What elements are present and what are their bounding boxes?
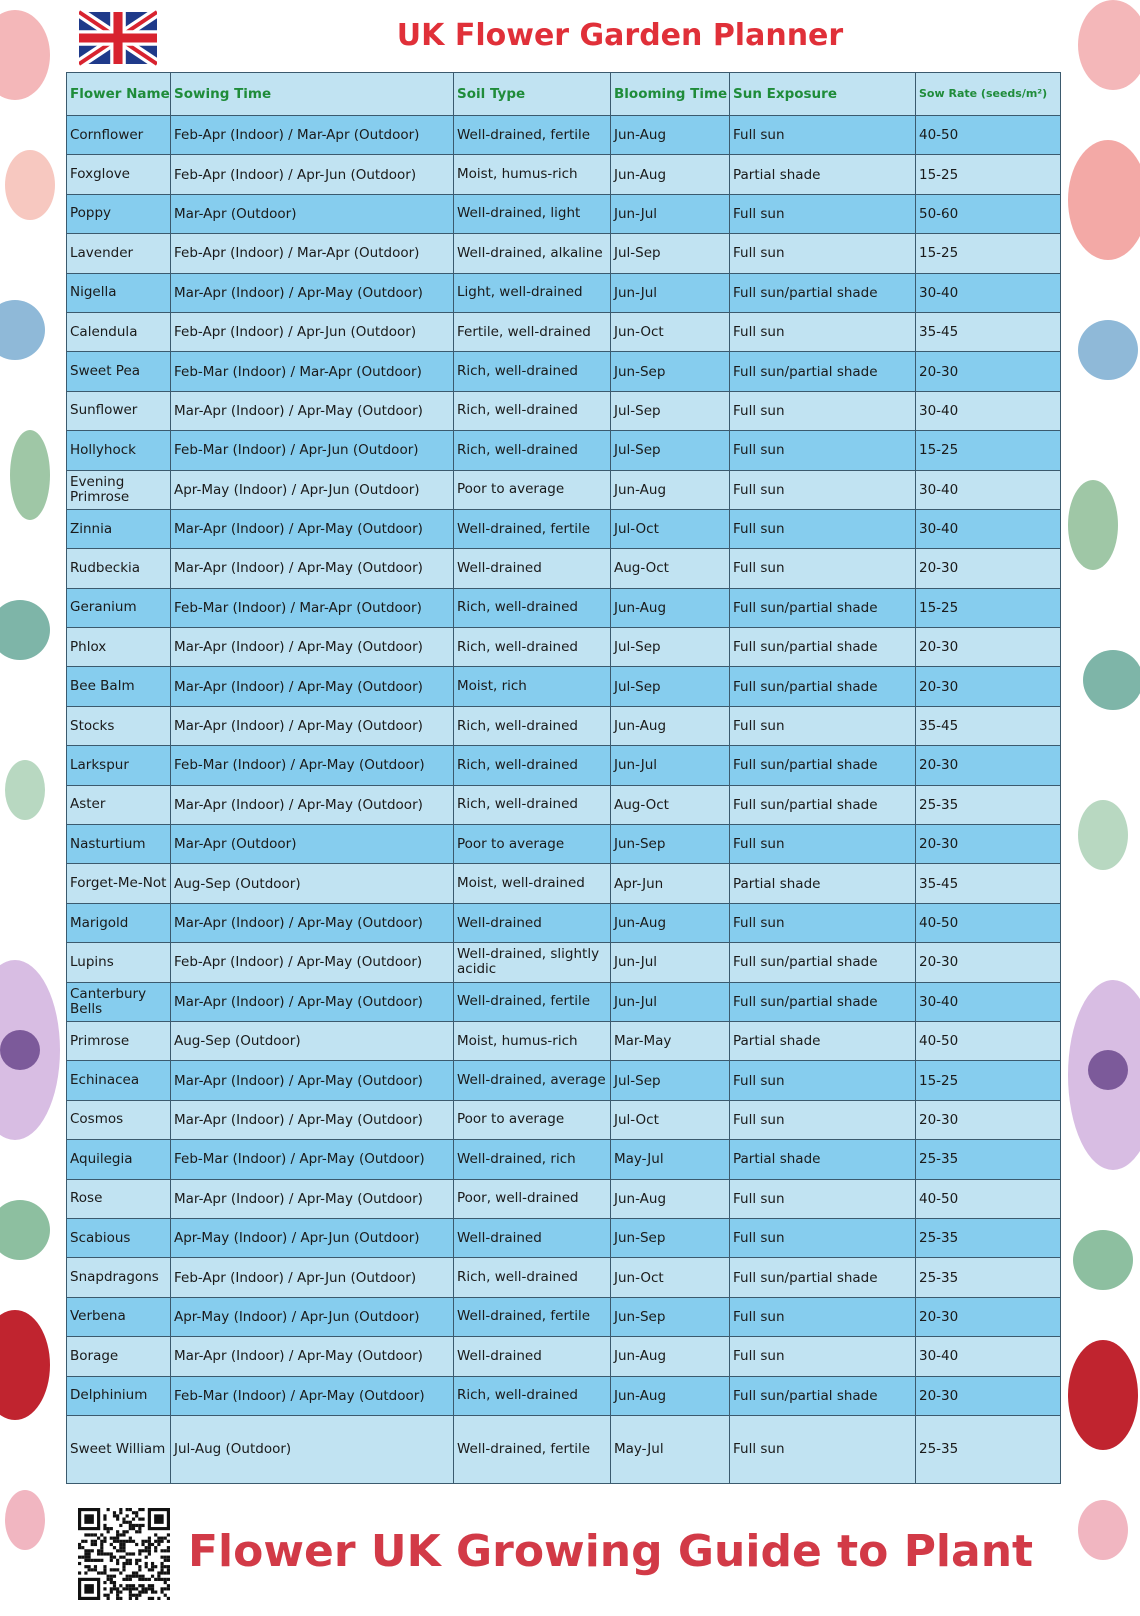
cell-flower-name: Delphinium — [67, 1376, 171, 1415]
cell-blooming-time: Jun-Oct — [611, 1258, 730, 1297]
cell-sowing-time: Feb-Mar (Indoor) / Apr-May (Outdoor) — [171, 746, 454, 785]
cell-sow-rate: 15-25 — [916, 155, 1061, 194]
cell-flower-name: Sweet Pea — [67, 352, 171, 391]
cell-sowing-time: Feb-Apr (Indoor) / Mar-Apr (Outdoor) — [171, 234, 454, 273]
cell-blooming-time: Jul-Sep — [611, 391, 730, 430]
cell-sow-rate: 20-30 — [916, 943, 1061, 982]
table-header-row — [67, 73, 1061, 116]
cell-sowing-time: Feb-Mar (Indoor) / Apr-May (Outdoor) — [171, 1140, 454, 1179]
cell-flower-name: Cosmos — [67, 1100, 171, 1139]
cell-flower-name: Geranium — [67, 588, 171, 627]
cell-flower-name: Borage — [67, 1337, 171, 1376]
cell-sowing-time: Feb-Mar (Indoor) / Apr-Jun (Outdoor) — [171, 431, 454, 470]
table-row — [67, 1297, 1061, 1336]
cell-sun-exposure: Full sun — [730, 391, 916, 430]
cell-sowing-time: Mar-Apr (Indoor) / Apr-May (Outdoor) — [171, 1100, 454, 1139]
cell-flower-name: Aquilegia — [67, 1140, 171, 1179]
cell-sow-rate: 15-25 — [916, 431, 1061, 470]
cell-blooming-time: Jun-Sep — [611, 352, 730, 391]
cell-flower-name: Canterbury Bells — [67, 982, 171, 1021]
table-row — [67, 943, 1061, 982]
table-row — [67, 1179, 1061, 1218]
cell-sow-rate: 30-40 — [916, 1337, 1061, 1376]
header-blooming-time: Blooming Time — [611, 73, 730, 116]
cell-sow-rate: 30-40 — [916, 982, 1061, 1021]
cell-sun-exposure: Full sun — [730, 825, 916, 864]
cell-flower-name: Sunflower — [67, 391, 171, 430]
cell-flower-name: Aster — [67, 785, 171, 824]
cell-soil-type: Well-drained, rich — [454, 1140, 611, 1179]
cell-sowing-time: Mar-Apr (Outdoor) — [171, 194, 454, 233]
cell-flower-name: Foxglove — [67, 155, 171, 194]
cell-soil-type: Poor to average — [454, 825, 611, 864]
cell-sowing-time: Mar-Apr (Outdoor) — [171, 825, 454, 864]
table-row — [67, 273, 1061, 312]
table-row — [67, 1100, 1061, 1139]
cell-sowing-time: Mar-Apr (Indoor) / Apr-May (Outdoor) — [171, 273, 454, 312]
cell-blooming-time: Jun-Jul — [611, 943, 730, 982]
cell-sowing-time: Mar-Apr (Indoor) / Apr-May (Outdoor) — [171, 667, 454, 706]
cell-soil-type: Poor to average — [454, 1100, 611, 1139]
cell-sowing-time: Feb-Apr (Indoor) / Apr-Jun (Outdoor) — [171, 312, 454, 351]
cell-blooming-time: Apr-Jun — [611, 864, 730, 903]
cell-sun-exposure: Full sun/partial shade — [730, 982, 916, 1021]
table-row — [67, 234, 1061, 273]
cell-soil-type: Well-drained, alkaline — [454, 234, 611, 273]
cell-soil-type: Rich, well-drained — [454, 746, 611, 785]
cell-sowing-time: Mar-Apr (Indoor) / Apr-May (Outdoor) — [171, 509, 454, 548]
cell-flower-name: Zinnia — [67, 509, 171, 548]
cell-flower-name: Phlox — [67, 628, 171, 667]
cell-soil-type: Well-drained, light — [454, 194, 611, 233]
table-row — [67, 1140, 1061, 1179]
table-row — [67, 706, 1061, 745]
header-soil-type: Soil Type — [454, 73, 611, 116]
cell-blooming-time: Jul-Sep — [611, 628, 730, 667]
cell-flower-name: Larkspur — [67, 746, 171, 785]
table-row — [67, 1376, 1061, 1415]
cell-blooming-time: Jul-Sep — [611, 1061, 730, 1100]
cell-flower-name: Lupins — [67, 943, 171, 982]
cell-sow-rate: 35-45 — [916, 312, 1061, 351]
cell-sun-exposure: Partial shade — [730, 1021, 916, 1060]
cell-blooming-time: Jun-Aug — [611, 706, 730, 745]
cell-blooming-time: Jul-Oct — [611, 1100, 730, 1139]
cell-blooming-time: Jun-Aug — [611, 155, 730, 194]
cell-sowing-time: Feb-Apr (Indoor) / Apr-May (Outdoor) — [171, 943, 454, 982]
cell-flower-name: Poppy — [67, 194, 171, 233]
cell-soil-type: Well-drained, fertile — [454, 982, 611, 1021]
cell-soil-type: Well-drained — [454, 1218, 611, 1257]
cell-sun-exposure: Partial shade — [730, 864, 916, 903]
table-row — [67, 431, 1061, 470]
cell-soil-type: Rich, well-drained — [454, 431, 611, 470]
cell-sowing-time: Mar-Apr (Indoor) / Apr-May (Outdoor) — [171, 785, 454, 824]
header-sowing-time: Sowing Time — [171, 73, 454, 116]
cell-sun-exposure: Full sun — [730, 1179, 916, 1218]
cell-blooming-time: Jun-Sep — [611, 825, 730, 864]
cell-sow-rate: 30-40 — [916, 509, 1061, 548]
cell-sow-rate: 20-30 — [916, 667, 1061, 706]
cell-soil-type: Light, well-drained — [454, 273, 611, 312]
cell-blooming-time: Jun-Aug — [611, 588, 730, 627]
header-flower-name: Flower Name — [67, 73, 171, 116]
cell-sowing-time: Mar-Apr (Indoor) / Apr-May (Outdoor) — [171, 549, 454, 588]
cell-blooming-time: Jul-Sep — [611, 431, 730, 470]
cell-sun-exposure: Full sun — [730, 1415, 916, 1483]
cell-sowing-time: Apr-May (Indoor) / Apr-Jun (Outdoor) — [171, 1297, 454, 1336]
cell-sow-rate: 20-30 — [916, 746, 1061, 785]
cell-flower-name: Verbena — [67, 1297, 171, 1336]
cell-sun-exposure: Full sun/partial shade — [730, 1376, 916, 1415]
cell-soil-type: Well-drained, slightly acidic — [454, 943, 611, 982]
cell-sow-rate: 50-60 — [916, 194, 1061, 233]
cell-blooming-time: Jun-Oct — [611, 312, 730, 351]
table-row — [67, 1415, 1061, 1483]
table-row — [67, 194, 1061, 233]
cell-sow-rate: 15-25 — [916, 1061, 1061, 1100]
cell-sow-rate: 20-30 — [916, 1376, 1061, 1415]
cell-sow-rate: 35-45 — [916, 864, 1061, 903]
cell-blooming-time: Mar-May — [611, 1021, 730, 1060]
cell-soil-type: Well-drained — [454, 549, 611, 588]
cell-sow-rate: 20-30 — [916, 628, 1061, 667]
table-row — [67, 825, 1061, 864]
table-row — [67, 391, 1061, 430]
cell-sow-rate: 20-30 — [916, 1100, 1061, 1139]
cell-sow-rate: 30-40 — [916, 391, 1061, 430]
cell-sow-rate: 30-40 — [916, 273, 1061, 312]
cell-sun-exposure: Full sun — [730, 431, 916, 470]
cell-blooming-time: Jul-Sep — [611, 667, 730, 706]
cell-sow-rate: 20-30 — [916, 549, 1061, 588]
cell-sow-rate: 30-40 — [916, 470, 1061, 509]
cell-sowing-time: Mar-Apr (Indoor) / Apr-May (Outdoor) — [171, 903, 454, 942]
cell-flower-name: Marigold — [67, 903, 171, 942]
cell-soil-type: Moist, well-drained — [454, 864, 611, 903]
cell-sowing-time: Jul-Aug (Outdoor) — [171, 1415, 454, 1483]
cell-sowing-time: Feb-Apr (Indoor) / Apr-Jun (Outdoor) — [171, 155, 454, 194]
cell-soil-type: Rich, well-drained — [454, 706, 611, 745]
cell-sun-exposure: Full sun — [730, 1061, 916, 1100]
cell-sun-exposure: Full sun — [730, 1218, 916, 1257]
table-row — [67, 785, 1061, 824]
page-title: UK Flower Garden Planner — [396, 18, 844, 53]
table-row — [67, 470, 1061, 509]
cell-soil-type: Well-drained, fertile — [454, 116, 611, 155]
cell-blooming-time: Jun-Jul — [611, 746, 730, 785]
uk-flag-icon — [79, 10, 157, 66]
table-row — [67, 667, 1061, 706]
cell-soil-type: Well-drained, fertile — [454, 1415, 611, 1483]
cell-soil-type: Rich, well-drained — [454, 628, 611, 667]
cell-flower-name: Bee Balm — [67, 667, 171, 706]
cell-flower-name: Hollyhock — [67, 431, 171, 470]
table-row — [67, 982, 1061, 1021]
cell-sun-exposure: Full sun — [730, 509, 916, 548]
cell-sun-exposure: Full sun/partial shade — [730, 667, 916, 706]
cell-sun-exposure: Full sun — [730, 470, 916, 509]
cell-flower-name: Sweet William — [67, 1415, 171, 1483]
cell-blooming-time: Jun-Aug — [611, 470, 730, 509]
cell-sow-rate: 40-50 — [916, 903, 1061, 942]
table-row — [67, 549, 1061, 588]
cell-soil-type: Moist, humus-rich — [454, 155, 611, 194]
cell-blooming-time: Jun-Jul — [611, 194, 730, 233]
table-row — [67, 1258, 1061, 1297]
cell-sowing-time: Mar-Apr (Indoor) / Apr-May (Outdoor) — [171, 982, 454, 1021]
cell-blooming-time: Jun-Aug — [611, 1337, 730, 1376]
cell-blooming-time: Aug-Oct — [611, 785, 730, 824]
cell-sowing-time: Apr-May (Indoor) / Apr-Jun (Outdoor) — [171, 1218, 454, 1257]
table-row — [67, 312, 1061, 351]
table-row — [67, 116, 1061, 155]
table-row — [67, 1337, 1061, 1376]
cell-sun-exposure: Full sun/partial shade — [730, 273, 916, 312]
cell-sow-rate: 40-50 — [916, 1179, 1061, 1218]
cell-sowing-time: Feb-Mar (Indoor) / Mar-Apr (Outdoor) — [171, 352, 454, 391]
cell-soil-type: Moist, humus-rich — [454, 1021, 611, 1060]
cell-flower-name: Rose — [67, 1179, 171, 1218]
cell-sow-rate: 40-50 — [916, 116, 1061, 155]
qr-code-icon — [78, 1508, 170, 1600]
cell-sow-rate: 20-30 — [916, 352, 1061, 391]
cell-blooming-time: Jun-Aug — [611, 1179, 730, 1218]
cell-soil-type: Rich, well-drained — [454, 391, 611, 430]
cell-flower-name: Calendula — [67, 312, 171, 351]
cell-soil-type: Rich, well-drained — [454, 588, 611, 627]
table-row — [67, 588, 1061, 627]
cell-sun-exposure: Full sun/partial shade — [730, 943, 916, 982]
cell-sun-exposure: Full sun/partial shade — [730, 785, 916, 824]
cell-sowing-time: Mar-Apr (Indoor) / Apr-May (Outdoor) — [171, 706, 454, 745]
table-row — [67, 1021, 1061, 1060]
cell-blooming-time: May-Jul — [611, 1415, 730, 1483]
cell-flower-name: Snapdragons — [67, 1258, 171, 1297]
cell-sun-exposure: Full sun — [730, 116, 916, 155]
cell-sow-rate: 25-35 — [916, 785, 1061, 824]
cell-sun-exposure: Full sun/partial shade — [730, 628, 916, 667]
table-row — [67, 864, 1061, 903]
cell-sow-rate: 15-25 — [916, 234, 1061, 273]
cell-sun-exposure: Partial shade — [730, 1140, 916, 1179]
cell-sun-exposure: Full sun/partial shade — [730, 1258, 916, 1297]
cell-sowing-time: Aug-Sep (Outdoor) — [171, 1021, 454, 1060]
cell-blooming-time: Jun-Jul — [611, 982, 730, 1021]
floral-border-left — [0, 0, 60, 1616]
cell-blooming-time: Aug-Oct — [611, 549, 730, 588]
cell-sun-exposure: Full sun — [730, 1337, 916, 1376]
cell-soil-type: Well-drained — [454, 1337, 611, 1376]
cell-sowing-time: Feb-Mar (Indoor) / Mar-Apr (Outdoor) — [171, 588, 454, 627]
header-sow-rate: Sow Rate (seeds/m²) — [916, 73, 1061, 116]
table-row — [67, 1218, 1061, 1257]
cell-sowing-time: Mar-Apr (Indoor) / Apr-May (Outdoor) — [171, 1179, 454, 1218]
cell-sun-exposure: Full sun/partial shade — [730, 588, 916, 627]
cell-flower-name: Rudbeckia — [67, 549, 171, 588]
cell-soil-type: Poor, well-drained — [454, 1179, 611, 1218]
cell-sowing-time: Mar-Apr (Indoor) / Apr-May (Outdoor) — [171, 1061, 454, 1100]
cell-sun-exposure: Full sun — [730, 234, 916, 273]
table-row — [67, 903, 1061, 942]
cell-sow-rate: 25-35 — [916, 1140, 1061, 1179]
cell-sun-exposure: Full sun — [730, 312, 916, 351]
cell-flower-name: Nasturtium — [67, 825, 171, 864]
cell-soil-type: Poor to average — [454, 470, 611, 509]
cell-blooming-time: Jun-Aug — [611, 116, 730, 155]
cell-blooming-time: Jun-Sep — [611, 1218, 730, 1257]
cell-sun-exposure: Full sun — [730, 1297, 916, 1336]
cell-soil-type: Moist, rich — [454, 667, 611, 706]
cell-sun-exposure: Full sun — [730, 706, 916, 745]
table-body — [67, 116, 1061, 1484]
table-row — [67, 509, 1061, 548]
cell-blooming-time: May-Jul — [611, 1140, 730, 1179]
cell-sowing-time: Mar-Apr (Indoor) / Apr-May (Outdoor) — [171, 1337, 454, 1376]
cell-sun-exposure: Full sun — [730, 1100, 916, 1139]
cell-soil-type: Well-drained, fertile — [454, 1297, 611, 1336]
flower-table — [66, 72, 1061, 1484]
cell-sun-exposure: Full sun/partial shade — [730, 746, 916, 785]
cell-sowing-time: Aug-Sep (Outdoor) — [171, 864, 454, 903]
cell-soil-type: Rich, well-drained — [454, 352, 611, 391]
cell-flower-name: Lavender — [67, 234, 171, 273]
cell-blooming-time: Jun-Aug — [611, 1376, 730, 1415]
cell-blooming-time: Jul-Sep — [611, 234, 730, 273]
cell-flower-name: Forget-Me-Not — [67, 864, 171, 903]
cell-sow-rate: 25-35 — [916, 1258, 1061, 1297]
cell-soil-type: Rich, well-drained — [454, 1258, 611, 1297]
cell-soil-type: Rich, well-drained — [454, 1376, 611, 1415]
cell-sun-exposure: Partial shade — [730, 155, 916, 194]
cell-sowing-time: Feb-Mar (Indoor) / Apr-May (Outdoor) — [171, 1376, 454, 1415]
cell-blooming-time: Jun-Sep — [611, 1297, 730, 1336]
table-row — [67, 155, 1061, 194]
cell-blooming-time: Jul-Oct — [611, 509, 730, 548]
cell-sun-exposure: Full sun — [730, 549, 916, 588]
cell-sowing-time: Apr-May (Indoor) / Apr-Jun (Outdoor) — [171, 470, 454, 509]
cell-sun-exposure: Full sun — [730, 903, 916, 942]
table-row — [67, 746, 1061, 785]
cell-flower-name: Nigella — [67, 273, 171, 312]
header-sun-exposure: Sun Exposure — [730, 73, 916, 116]
cell-sowing-time: Feb-Apr (Indoor) / Mar-Apr (Outdoor) — [171, 116, 454, 155]
cell-soil-type: Well-drained, fertile — [454, 509, 611, 548]
footer-title: Flower UK Growing Guide to Plant — [188, 1526, 1034, 1577]
cell-sow-rate: 35-45 — [916, 706, 1061, 745]
cell-flower-name: Cornflower — [67, 116, 171, 155]
cell-sow-rate: 25-35 — [916, 1218, 1061, 1257]
cell-soil-type: Well-drained — [454, 903, 611, 942]
cell-sun-exposure: Full sun — [730, 194, 916, 233]
table-row — [67, 628, 1061, 667]
cell-sow-rate: 15-25 — [916, 588, 1061, 627]
table-row — [67, 352, 1061, 391]
cell-flower-name: Echinacea — [67, 1061, 171, 1100]
cell-blooming-time: Jun-Aug — [611, 903, 730, 942]
cell-sow-rate: 20-30 — [916, 1297, 1061, 1336]
cell-soil-type: Well-drained, average — [454, 1061, 611, 1100]
cell-sowing-time: Mar-Apr (Indoor) / Apr-May (Outdoor) — [171, 628, 454, 667]
cell-sun-exposure: Full sun/partial shade — [730, 352, 916, 391]
cell-sowing-time: Feb-Apr (Indoor) / Apr-Jun (Outdoor) — [171, 1258, 454, 1297]
cell-sow-rate: 25-35 — [916, 1415, 1061, 1483]
cell-flower-name: Primrose — [67, 1021, 171, 1060]
cell-soil-type: Fertile, well-drained — [454, 312, 611, 351]
cell-flower-name: Scabious — [67, 1218, 171, 1257]
cell-flower-name: Evening Primrose — [67, 470, 171, 509]
cell-sow-rate: 40-50 — [916, 1021, 1061, 1060]
cell-blooming-time: Jun-Jul — [611, 273, 730, 312]
table-row — [67, 1061, 1061, 1100]
cell-flower-name: Stocks — [67, 706, 171, 745]
cell-sowing-time: Mar-Apr (Indoor) / Apr-May (Outdoor) — [171, 391, 454, 430]
cell-soil-type: Rich, well-drained — [454, 785, 611, 824]
cell-sow-rate: 20-30 — [916, 825, 1061, 864]
floral-border-right — [1068, 0, 1140, 1616]
